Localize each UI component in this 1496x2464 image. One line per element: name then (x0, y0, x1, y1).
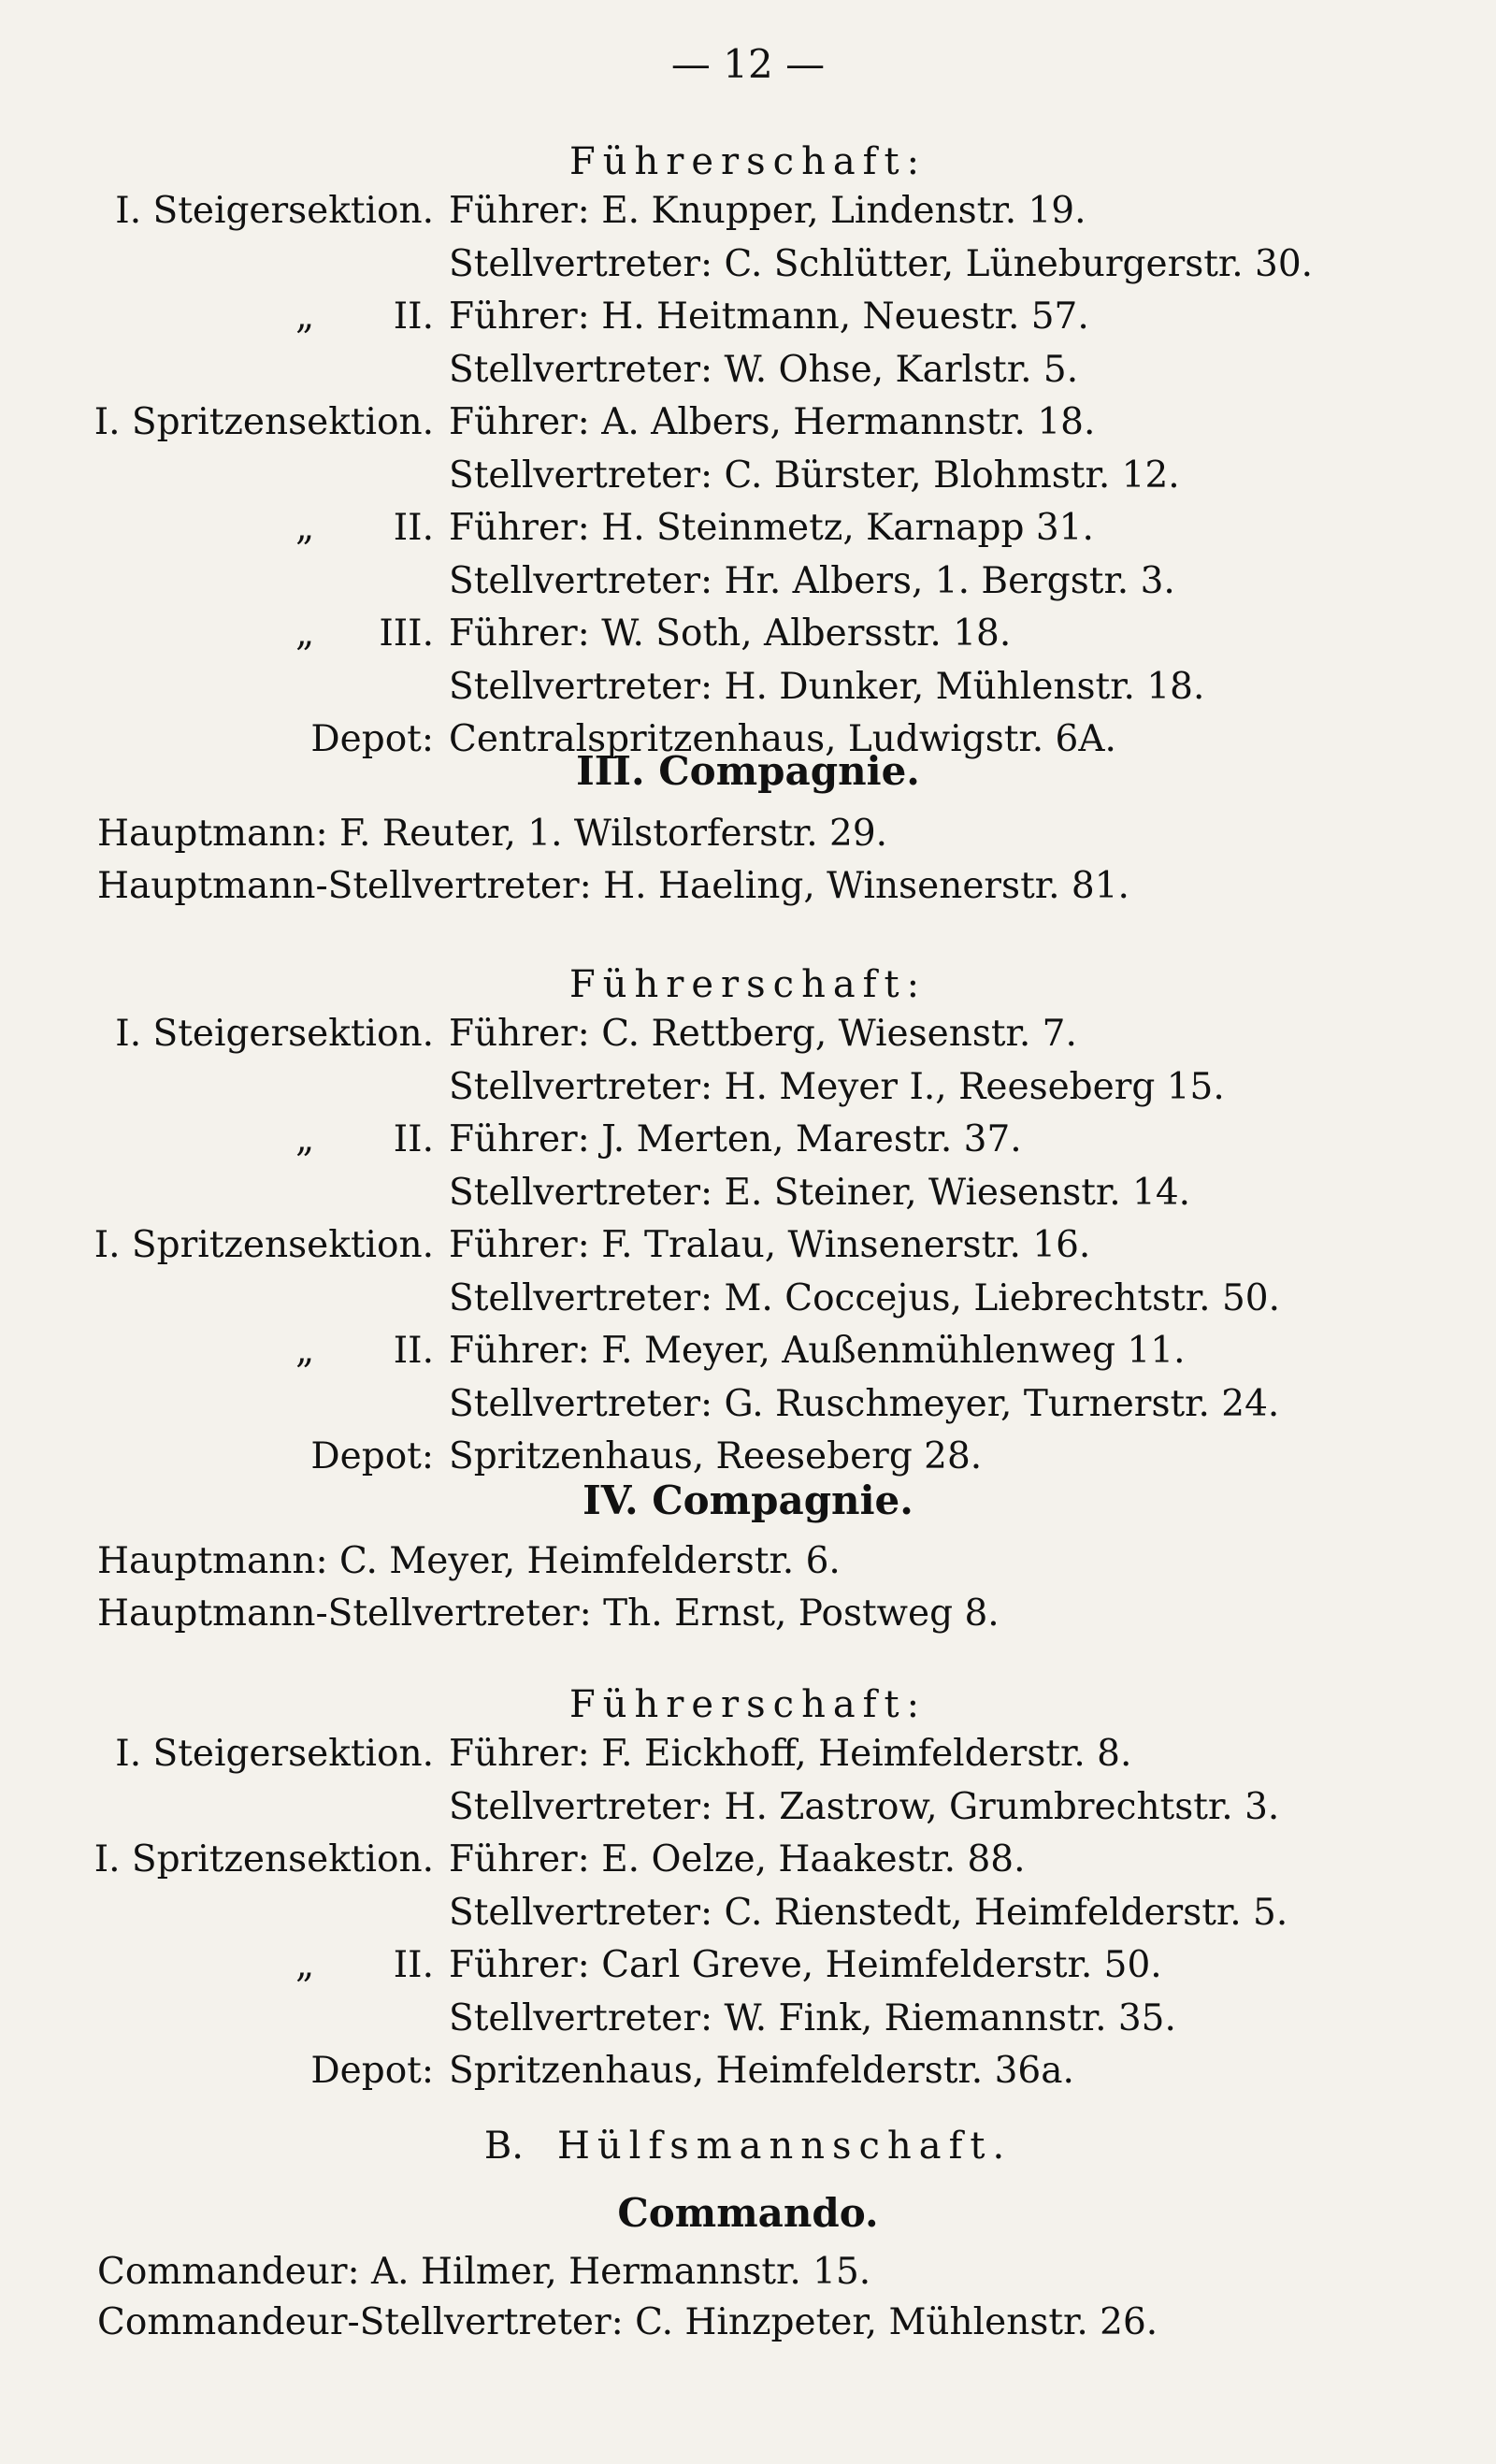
section-label: II. (393, 295, 434, 338)
section-label: I. Spritzensektion. (94, 1224, 434, 1266)
entry-text: Stellvertreter: H. Zastrow, Grumbrechtstr. 3. (449, 1785, 1280, 1828)
entry-row (0, 1380, 1496, 1429)
section-label: II. (393, 1330, 434, 1372)
entry-row (0, 1941, 1496, 1990)
entry-row (0, 452, 1496, 500)
fuehrerschaft-heading: Führerschaft: (568, 1683, 928, 1726)
entry-row (0, 663, 1496, 712)
entry-row (0, 504, 1496, 553)
section-label: III. (379, 612, 434, 655)
entry-row (0, 1169, 1496, 1218)
entry-text: Spritzenhaus, Heimfelderstr. 36a. (449, 2050, 1074, 2092)
section-label: I. Spritzensektion. (94, 1838, 434, 1880)
fuehrerschaft-heading: Führerschaft: (568, 140, 928, 183)
company-4-hauptmann-stellvertreter (0, 1590, 1496, 1638)
commando-heading: Commando. (617, 2190, 879, 2236)
entry-row (0, 1327, 1496, 1376)
hauptmann-stellvertreter-text: Hauptmann-Stellvertreter: Th. Ernst, Postweg 8. (97, 1592, 1000, 1635)
commandeur-text: Commandeur: A. Hilmer, Hermannstr. 15. (97, 2251, 871, 2293)
entry-text: Führer: C. Rettberg, Wiesenstr. 7. (449, 1013, 1077, 1055)
entry-row (0, 1116, 1496, 1164)
entry-row (0, 1221, 1496, 1270)
entry-text: Führer: H. Steinmetz, Karnapp 31. (449, 507, 1094, 549)
entry-row (0, 1433, 1496, 1481)
entry-row (0, 1730, 1496, 1779)
entry-row (0, 1275, 1496, 1323)
entry-text: Führer: Carl Greve, Heimfelderstr. 50. (449, 1944, 1162, 1986)
ditto-mark: „ (295, 1118, 315, 1160)
entry-row (0, 293, 1496, 341)
entry-row (0, 346, 1496, 395)
entry-text: Stellvertreter: G. Ruschmeyer, Turnerstr. 24. (449, 1382, 1280, 1425)
entry-row (0, 610, 1496, 658)
entry-text: Stellvertreter: C. Bürster, Blohmstr. 12. (449, 454, 1180, 497)
entry-text: Stellvertreter: W. Ohse, Karlstr. 5. (449, 348, 1079, 391)
entry-text: Führer: A. Albers, Hermannstr. 18. (449, 401, 1096, 443)
entry-row (0, 1063, 1496, 1112)
entry-row (0, 1995, 1496, 2043)
section-label: Depot: (310, 1435, 434, 1477)
company-3-title: III. Compagnie. (576, 748, 920, 794)
fuehrerschaft-heading: Führerschaft: (568, 963, 928, 1006)
company-4-hauptmann (0, 1537, 1496, 1586)
entry-text: Führer: F. Meyer, Außenmühlenweg 11. (449, 1330, 1186, 1372)
page-number: — 12 — (670, 41, 826, 87)
entry-text: Stellvertreter: Hr. Albers, 1. Bergstr. 3. (449, 559, 1175, 602)
ditto-mark: „ (295, 612, 315, 655)
commandeur-stellvertreter-text: Commandeur-Stellvertreter: C. Hinzpeter, Mühlenstr. 26. (97, 2301, 1158, 2343)
entry-row (0, 398, 1496, 447)
section-label: I. Steigersektion. (115, 1013, 434, 1055)
entry-text: Stellvertreter: C. Rienstedt, Heimfelderstr. 5. (449, 1891, 1288, 1934)
hauptmann-text: Hauptmann: C. Meyer, Heimfelderstr. 6. (97, 1540, 841, 1582)
entry-text: Führer: W. Soth, Albersstr. 18. (449, 612, 1012, 655)
hauptmann-text: Hauptmann: F. Reuter, 1. Wilstorferstr. 29. (97, 813, 888, 855)
entry-text: Stellvertreter: E. Steiner, Wiesenstr. 14. (449, 1171, 1191, 1214)
hauptmann-stellvertreter-text: Hauptmann-Stellvertreter: H. Haeling, Winsenerstr. 81. (97, 865, 1129, 907)
entry-row (0, 557, 1496, 606)
entry-text: Führer: H. Heitmann, Neuestr. 57. (449, 295, 1089, 338)
section-label: II. (393, 507, 434, 549)
ditto-mark: „ (295, 295, 315, 338)
entry-text: Führer: F. Tralau, Winsenerstr. 16. (449, 1224, 1091, 1266)
section-label: Depot: (310, 2050, 434, 2092)
ditto-mark: „ (295, 507, 315, 549)
entry-text: Führer: J. Merten, Marestr. 37. (449, 1118, 1022, 1160)
company-3-hauptmann (0, 810, 1496, 858)
ditto-mark: „ (295, 1944, 315, 1986)
entry-row (0, 1010, 1496, 1059)
part-b-letter: B. (483, 2125, 524, 2168)
entry-row (0, 240, 1496, 289)
entry-row (0, 1889, 1496, 1938)
entry-text: Stellvertreter: C. Schlütter, Lüneburgerstr. 30. (449, 242, 1314, 285)
part-b-title: Hülfsmannschaft. (556, 2125, 1013, 2168)
entry-row (0, 2047, 1496, 2096)
entry-row (0, 1783, 1496, 1832)
entry-text: Führer: F. Eickhoff, Heimfelderstr. 8. (449, 1733, 1132, 1775)
entry-text: Stellvertreter: H. Meyer I., Reeseberg 15. (449, 1065, 1225, 1108)
entry-text: Führer: E. Oelze, Haakestr. 88. (449, 1838, 1026, 1880)
entry-text: Stellvertreter: W. Fink, Riemannstr. 35. (449, 1996, 1176, 2039)
section-label: I. Steigersektion. (115, 190, 434, 232)
section-label: II. (393, 1944, 434, 1986)
company-4-title: IV. Compagnie. (583, 1477, 913, 1523)
entry-row (0, 1836, 1496, 1884)
entry-row (0, 187, 1496, 236)
entry-text: Stellvertreter: H. Dunker, Mühlenstr. 18. (449, 665, 1205, 708)
entry-text: Stellvertreter: M. Coccejus, Liebrechtstr. 50. (449, 1276, 1280, 1319)
entry-text: Centralspritzenhaus, Ludwigstr. 6A. (449, 718, 1116, 760)
ditto-mark: „ (295, 1330, 315, 1372)
commandeur-stellvertreter-row (0, 2298, 1496, 2347)
commandeur-row (0, 2248, 1496, 2297)
part-b-heading (0, 2125, 1496, 2168)
section-label: I. Steigersektion. (115, 1733, 434, 1775)
company-3-hauptmann-stellvertreter (0, 862, 1496, 911)
section-label: Depot: (310, 718, 434, 760)
entry-text: Führer: E. Knupper, Lindenstr. 19. (449, 190, 1086, 232)
entry-text: Spritzenhaus, Reeseberg 28. (449, 1435, 983, 1477)
section-label: II. (393, 1118, 434, 1160)
section-label: I. Spritzensektion. (94, 401, 434, 443)
